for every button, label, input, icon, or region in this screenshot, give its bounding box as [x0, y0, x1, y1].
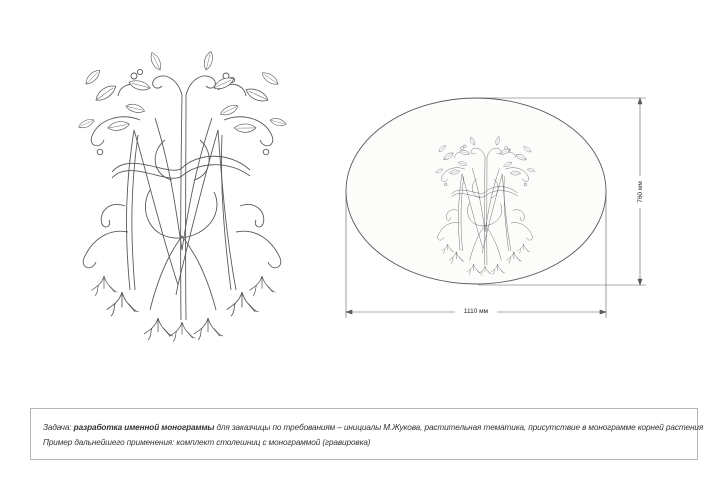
- task-details: для заказчицы по требованиям – инициалы М.Жукова, растительная тематика, присутствие в монограмме корней растения: [216, 423, 704, 432]
- width-dimension-label: 1110 мм: [463, 308, 489, 315]
- task-prefix: Задача:: [43, 423, 72, 432]
- height-dimension-label: 760 мм: [637, 181, 644, 203]
- monogram-drawing: [77, 50, 287, 341]
- table-top-drawing: [346, 98, 606, 284]
- task-title: разработка именной монограммы: [73, 423, 215, 432]
- task-description-box: [30, 408, 704, 460]
- task-line: [43, 423, 703, 432]
- application-line: Пример дальнейшего применения: комплект столешниц с монограммой (гравировка): [43, 438, 371, 447]
